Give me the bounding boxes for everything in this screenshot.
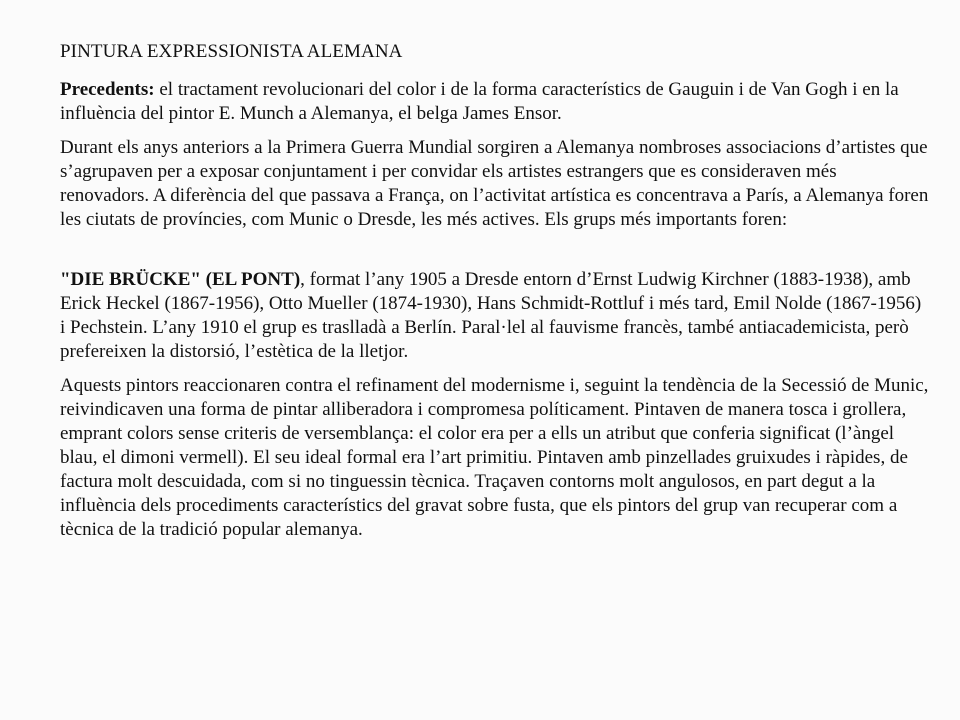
paragraph-text-context: Durant els anys anteriors a la Primera Guerra Mundial sorgiren a Alemanya nombroses associacions d’artistes que s’agrupaven per a exposar conjuntament i per convidar els artistes estrangers que es consideraven més renovadors. A diferència del que passava a França, on l’activitat artística es concentrava a París, a Alemanya foren les ciutats de províncies, com Munic o Dresde, les més actives. Els grups més importants foren: — [60, 137, 929, 230]
paragraph-lead-die-brucke: "DIE BRÜCKE" (EL PONT) — [60, 269, 301, 290]
document-title: PINTURA EXPRESSIONISTA ALEMANA — [60, 41, 403, 62]
paragraph-text-precedents: el tractament revolucionari del color i de la forma característics de Gauguin i de Van Gogh i en la influència del pintor E. Munch a Alemanya, el belga James Ensor. — [60, 79, 899, 124]
paragraph-text-die-brucke: , format l’any 1905 a Dresde entorn d’Ernst Ludwig Kirchner (1883-1938), amb Erick Heckel (1867-1956), Otto Mueller (1874-1930), Hans Schmidt-Rottluf i més tard, Emil Nolde (1867-1956) i Pechstein. L’any 1910 el grup es traslladà a Berlín. Paral·lel al fauvisme francès, també antiacademicista, però prefereixen la distorsió, l’estètica de la lletjor. — [60, 269, 922, 362]
paragraph-lead-precedents: Precedents: — [60, 79, 155, 100]
paragraph-die-brucke — [60, 268, 930, 364]
paragraph-style — [60, 374, 930, 542]
paragraph-context — [60, 136, 930, 232]
paragraph-precedents — [60, 78, 930, 126]
document-page — [60, 40, 930, 552]
paragraph-text-style: Aquests pintors reaccionaren contra el refinament del modernisme i, seguint la tendència de la Secessió de Munic, reivindicaven una forma de pintar alliberadora i compromesa políticament. Pintaven de manera tosca i grollera, emprant colors sense criteris de versemblança: el color era per a ells un atribut que conferia significat (l’àngel blau, el dimoni vermell). El seu ideal formal era l’art primitiu. Pintaven amb pinzellades gruixudes i ràpides, de factura molt descuidada, com si no tinguessin tècnica. Traçaven contorns molt angulosos, en part degut a la influència dels procediments característics del gravat sobre fusta, que els pintors del grup van recuperar com a tècnica de la tradició popular alemanya. — [60, 375, 929, 540]
